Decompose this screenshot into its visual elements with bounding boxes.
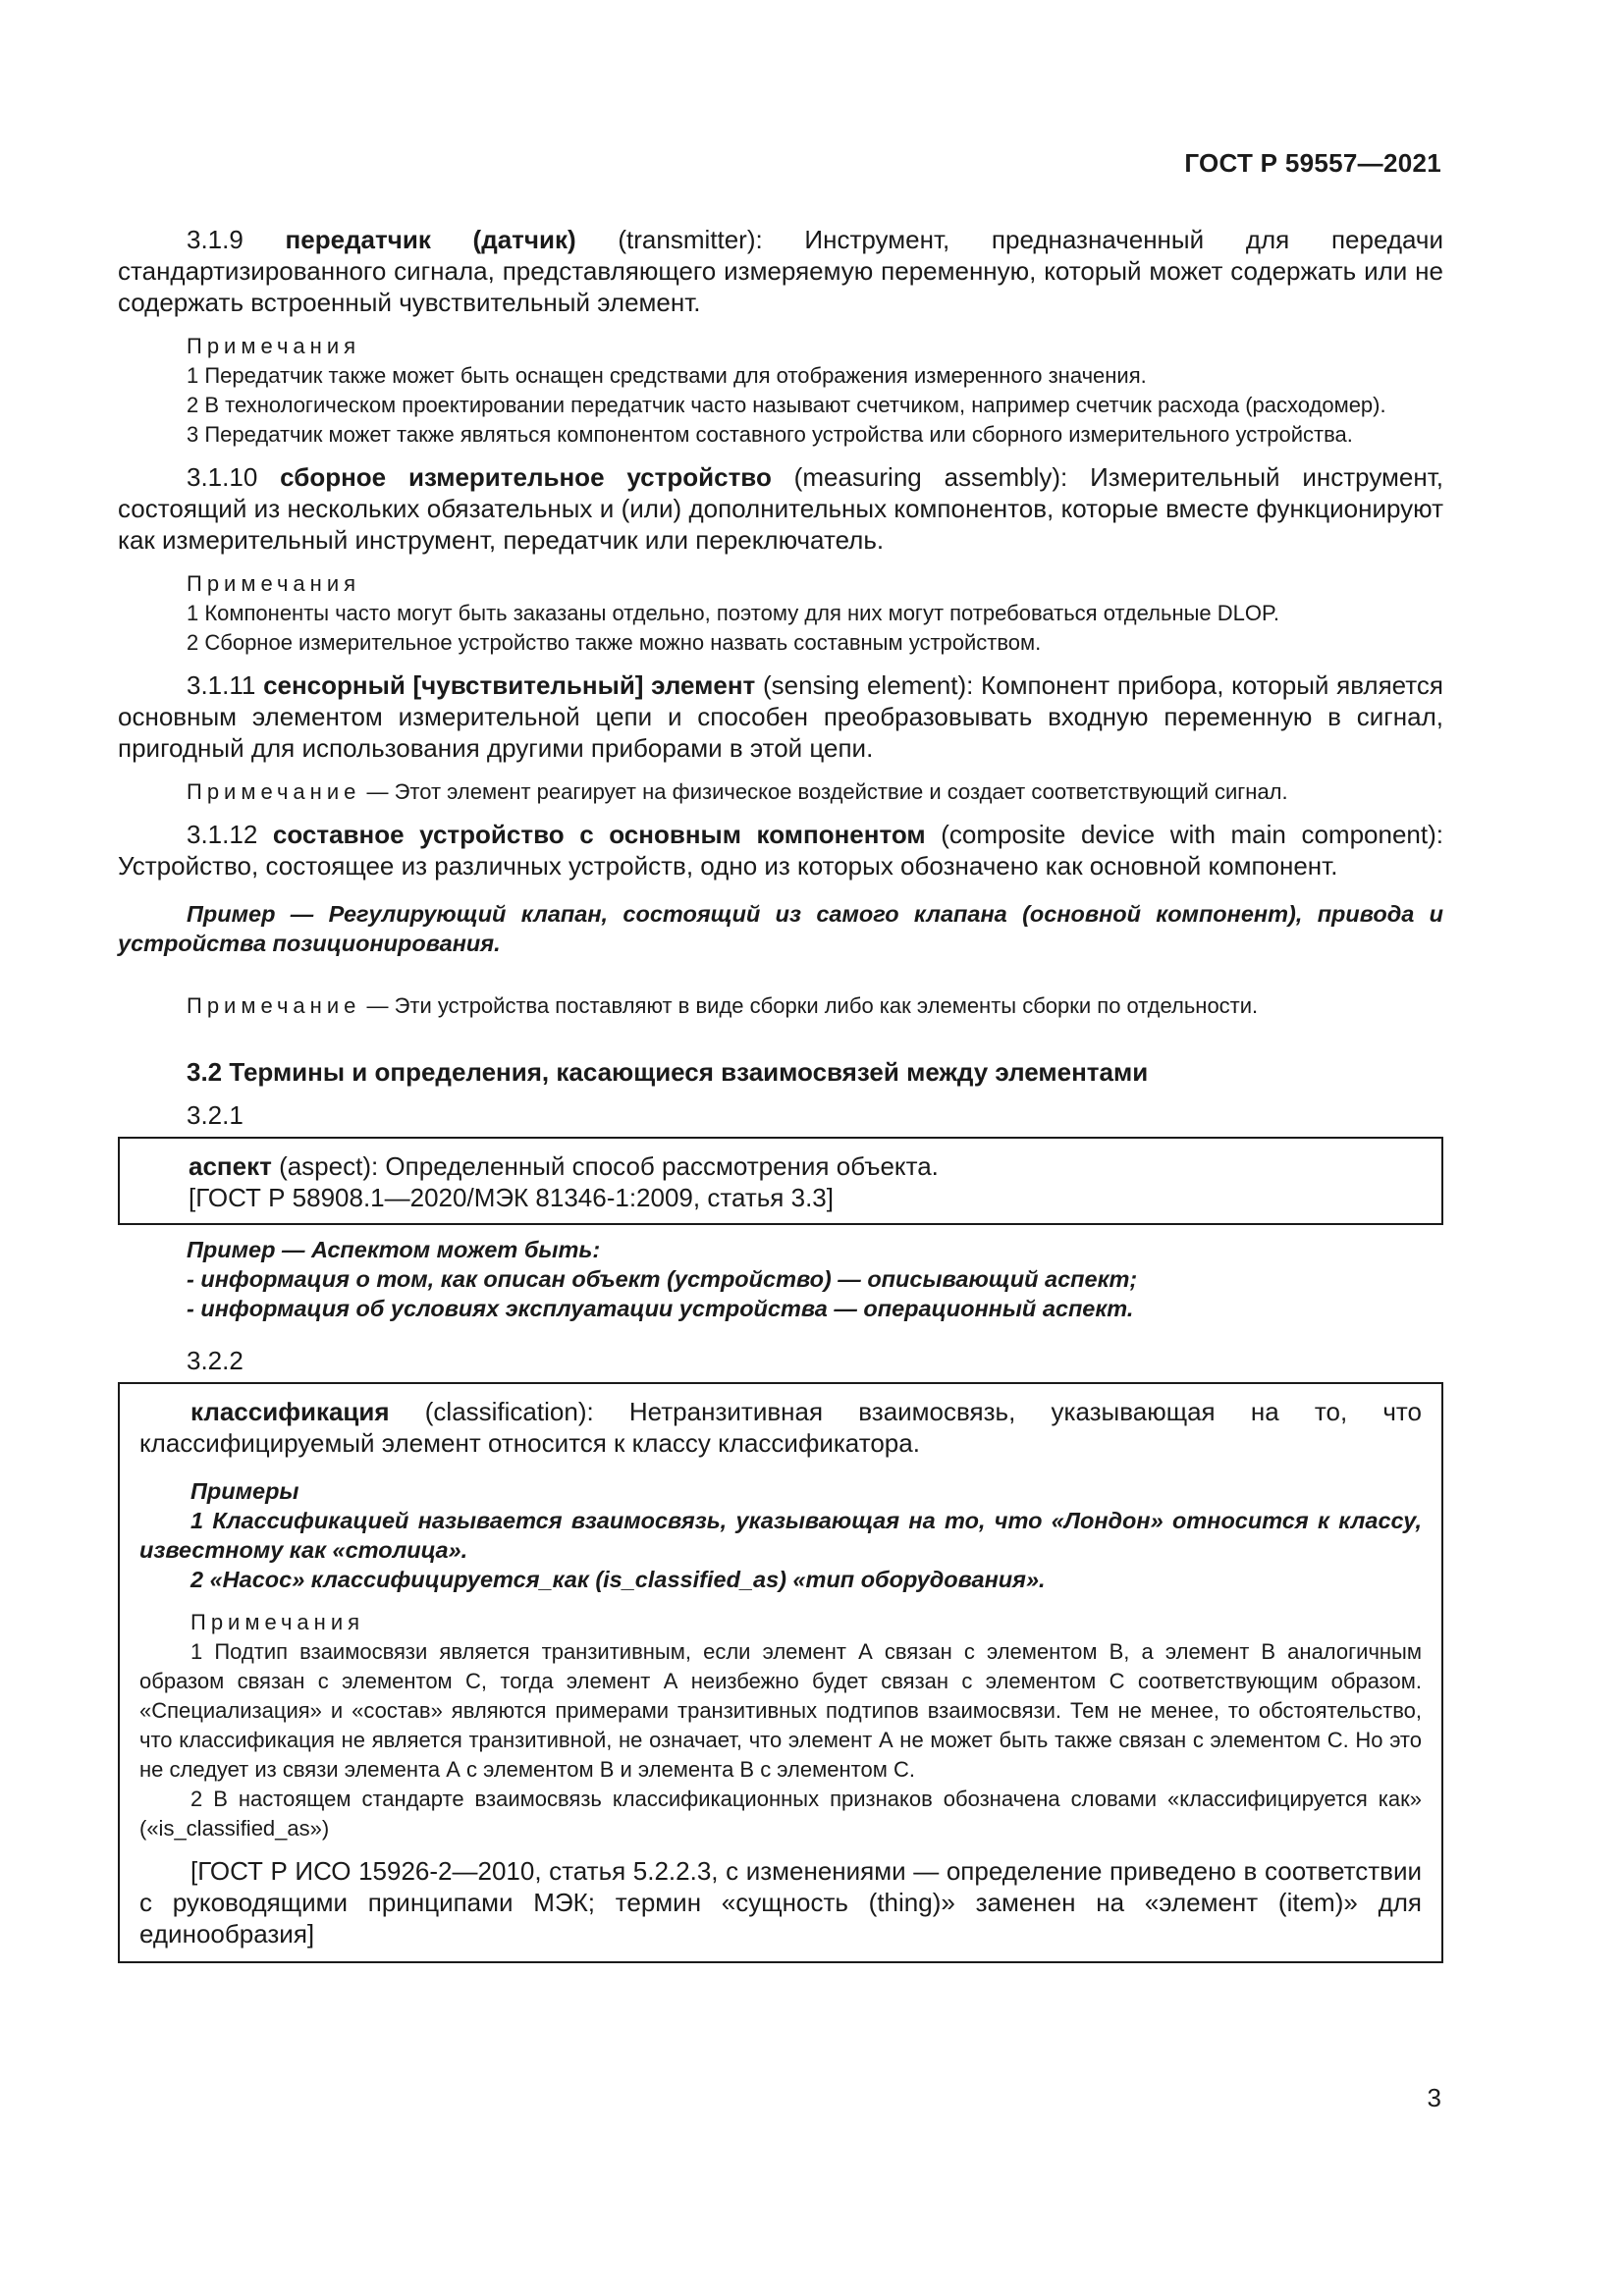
term-definition: (measuring assembly): Измерительный инструмент, состоящий из нескольких обязательных и (или) дополнительных компонентов, которые вместе функционируют как измерительный инструмент, передатчик или переключатель. bbox=[118, 462, 1443, 555]
term-reference: [ГОСТ Р 58908.1—2020/МЭК 81346-1:2009, статья 3.3] bbox=[189, 1183, 834, 1212]
example-line: Пример — Аспектом может быть: bbox=[187, 1237, 601, 1262]
note-item: 1 Компоненты часто могут быть заказаны отдельно, поэтому для них могут потребоваться отдельные DLOP. bbox=[187, 601, 1279, 625]
term-definition: (classification): Нетранзитивная взаимосвязь, указывающая на то, что классифицируемый элемент относится к классу классификатора. bbox=[139, 1397, 1422, 1458]
note-item: 3 Передатчик может также являться компонентом составного устройства или сборного измерительного устройства. bbox=[187, 422, 1353, 447]
page-content bbox=[118, 224, 1443, 1963]
term-3-1-9 bbox=[118, 224, 1443, 318]
note-item: 2 В настоящем стандарте взаимосвязь классификационных признаков обозначена словами «классифицируется как» («is_classified_as») bbox=[139, 1787, 1422, 1841]
term-reference: [ГОСТ Р ИСО 15926-2—2010, статья 5.2.2.3, с изменениями — определение приведено в соответствии с руководящими принципами МЭК; термин «сущность (thing)» заменен на «элемент (item)» для единообразия] bbox=[139, 1856, 1422, 1949]
note-item: 1 Передатчик также может быть оснащен средствами для отображения измеренного значения. bbox=[187, 363, 1147, 388]
term-definition: (transmitter): Инструмент, предназначенный для передачи стандартизированного сигнала, представляющего измеряемую переменную, который может содержать или не содержать встроенный чувствительный элемент. bbox=[118, 225, 1443, 317]
note-text: — Этот элемент реагирует на физическое воздействие и создает соответствующий сигнал. bbox=[360, 779, 1288, 804]
term-3-2-2 bbox=[139, 1396, 1422, 1459]
note-item: 2 Сборное измерительное устройство также можно назвать составным устройством. bbox=[187, 630, 1042, 655]
term-name: классификация bbox=[190, 1397, 390, 1426]
document-code: ГОСТ Р 59557—2021 bbox=[1184, 148, 1441, 178]
note-label: Примечание bbox=[187, 993, 361, 1018]
term-definition: (aspect): Определенный способ рассмотрения объекта. bbox=[271, 1151, 939, 1181]
term-name: сенсорный [чувствительный] элемент bbox=[263, 670, 756, 700]
term-name: аспект bbox=[189, 1151, 272, 1181]
note-inline bbox=[118, 991, 1443, 1021]
section-title: 3.2 Термины и определения, касающиеся взаимосвязей между элементами bbox=[187, 1057, 1149, 1087]
term-3-1-11 bbox=[118, 669, 1443, 764]
examples-heading: Примеры bbox=[190, 1478, 299, 1504]
example-line: - информация о том, как описан объект (устройство) — описывающий аспект; bbox=[187, 1266, 1138, 1292]
example-line: 1 Классификацией называется взаимосвязь, указывающая на то, что «Лондон» относится к классу, известному как «столица». bbox=[139, 1508, 1422, 1563]
term-definition: (sensing element): Компонент прибора, который является основным элементом измерительной цепи и способен преобразовывать входную переменную в сигнал, пригодный для использования другими приборами в этой цепи. bbox=[118, 670, 1443, 763]
term-number-3-2-1: 3.2.1 bbox=[187, 1100, 244, 1130]
term-name: передатчик (датчик) bbox=[285, 225, 576, 254]
term-number-3-2-2: 3.2.2 bbox=[187, 1346, 244, 1375]
examples-block bbox=[118, 1235, 1443, 1323]
note-item: 2 В технологическом проектировании передатчик часто называют счетчиком, например счетчик расхода (расходомер). bbox=[187, 393, 1386, 417]
example-line: 2 «Насос» классифицируется_как (is_classified_as) «тип оборудования». bbox=[190, 1567, 1046, 1592]
term-number: 3.1.9 bbox=[187, 225, 244, 254]
notes-heading: Примечания bbox=[187, 571, 361, 596]
term-3-1-12 bbox=[118, 819, 1443, 881]
note-text: — Эти устройства поставляют в виде сборки либо как элементы сборки по отдельности. bbox=[360, 993, 1259, 1018]
term-3-2-1 bbox=[189, 1150, 1422, 1182]
term-number: 3.1.12 bbox=[187, 820, 258, 849]
note-label: Примечание bbox=[187, 779, 361, 804]
term-number: 3.1.10 bbox=[187, 462, 258, 492]
term-name: составное устройство с основным компонентом bbox=[272, 820, 926, 849]
term-definition: (composite device with main component): Устройство, состоящее из различных устройств, одно из которых обозначено как основной компонент. bbox=[118, 820, 1443, 881]
example-text: Пример — Регулирующий клапан, состоящий из самого клапана (основной компонент), привода и устройства позиционирования. bbox=[118, 901, 1443, 956]
term-box-aspect bbox=[118, 1137, 1443, 1225]
note-item: 1 Подтип взаимосвязи является транзитивным, если элемент А связан с элементом В, а элемент В аналогичным образом связан с элементом С, тогда элемент А неизбежно будет связан с элементом С соответствующим образом. «Специализация» и «состав» являются примерами транзитивных подтипов взаимосвязи. Тем не менее, то обстоятельство, что классификация не является транзитивной, не означает, что элемент А не может быть также связан с элементом С. Но это не следует из связи элемента А с элементом В и элемента В с элементом С. bbox=[139, 1639, 1422, 1782]
term-number: 3.1.11 bbox=[187, 670, 256, 700]
note-inline bbox=[118, 777, 1443, 807]
term-name: сборное измерительное устройство bbox=[280, 462, 772, 492]
term-3-1-10 bbox=[118, 461, 1443, 556]
page-number: 3 bbox=[1427, 2083, 1441, 2112]
notes-heading: Примечания bbox=[187, 334, 361, 358]
term-box-classification bbox=[118, 1382, 1443, 1963]
example-line: - информация об условиях эксплуатации устройства — операционный аспект. bbox=[187, 1296, 1134, 1321]
notes-heading: Примечания bbox=[190, 1610, 365, 1634]
